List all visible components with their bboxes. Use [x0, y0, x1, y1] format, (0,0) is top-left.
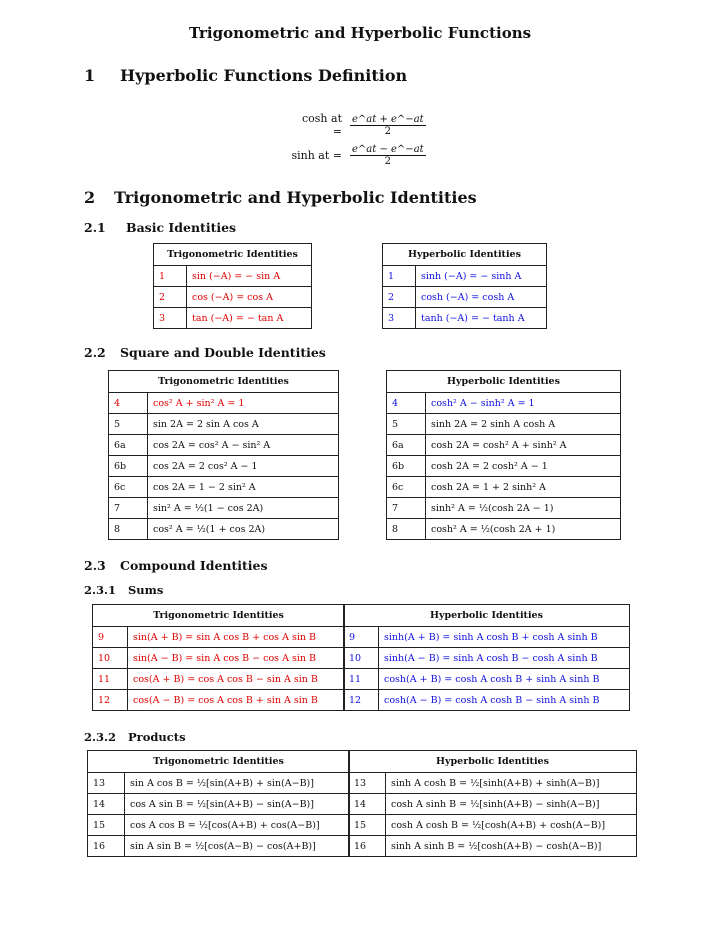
identity-row	[349, 773, 637, 794]
identity-row	[344, 669, 630, 690]
identity-number: 6a	[387, 435, 426, 456]
identity-row	[387, 414, 621, 435]
identity-row	[344, 690, 630, 711]
identity-number: 8	[109, 519, 148, 540]
square-trig-table	[108, 370, 339, 540]
identity-number: 1	[383, 266, 416, 287]
identity-formula: cosh² A = ½(cosh 2A + 1)	[426, 519, 621, 540]
identity-number: 11	[344, 669, 379, 690]
identity-formula: cosh 2A = 1 + 2 sinh² A	[426, 477, 621, 498]
identity-formula: sin A sin B = ½[cos(A−B) − cos(A+B)]	[125, 836, 350, 857]
sinh-denominator: 2	[384, 155, 392, 167]
identity-row	[344, 648, 630, 669]
identity-number: 15	[88, 815, 125, 836]
identity-formula: cos 2A = cos² A − sin² A	[148, 435, 339, 456]
basic-hyp-table	[382, 243, 547, 329]
identity-formula: sinh(A + B) = sinh A cosh B + cosh A sinh B	[379, 627, 630, 648]
identity-number: 3	[383, 308, 416, 329]
cosh-fraction	[350, 114, 426, 137]
identity-number: 5	[387, 414, 426, 435]
identity-row	[383, 266, 547, 287]
sinh-fraction	[350, 144, 426, 167]
identity-number: 12	[93, 690, 128, 711]
subsubsection-number: 2.3.1	[84, 583, 117, 597]
identity-formula: sinh (−A) = − sinh A	[416, 266, 547, 287]
identity-formula: cosh² A − sinh² A = 1	[426, 393, 621, 414]
section-title: Trigonometric and Hyperbolic Identities	[114, 188, 477, 207]
definition-equations	[290, 110, 426, 170]
subsubsection-2-3-2-heading	[84, 730, 186, 744]
sinh-numerator: e^at − e^−at	[352, 143, 424, 155]
identity-row	[349, 815, 637, 836]
identity-number: 14	[88, 794, 125, 815]
identity-row	[109, 414, 339, 435]
table-header: Trigonometric Identities	[154, 244, 312, 266]
identity-row	[349, 794, 637, 815]
identity-formula: sin(A − B) = sin A cos B − cos A sin B	[128, 648, 345, 669]
section-number: 1	[84, 66, 96, 85]
cosh-lhs: cosh at =	[302, 112, 342, 138]
basic-trig-table	[153, 243, 312, 329]
subsection-number: 2.3	[84, 558, 106, 573]
cosh-definition	[290, 110, 426, 140]
subsection-number: 2.1	[84, 220, 106, 235]
identity-row	[88, 773, 350, 794]
identity-number: 10	[93, 648, 128, 669]
identity-row	[88, 794, 350, 815]
subsection-title: Compound Identities	[120, 558, 268, 573]
products-trig-table	[87, 750, 350, 857]
subsubsection-number: 2.3.2	[84, 730, 117, 744]
sinh-definition	[290, 140, 426, 170]
identity-number: 14	[349, 794, 386, 815]
identity-formula: sinh² A = ½(cosh 2A − 1)	[426, 498, 621, 519]
identity-formula: sin(A + B) = sin A cos B + cos A sin B	[128, 627, 345, 648]
identity-row	[387, 456, 621, 477]
table-header: Hyperbolic Identities	[349, 751, 637, 773]
cosh-numerator: e^at + e^−at	[352, 113, 424, 125]
identity-formula: cos² A + sin² A = 1	[148, 393, 339, 414]
subsection-number: 2.2	[84, 345, 106, 360]
identity-number: 9	[344, 627, 379, 648]
subsection-2-2-heading	[84, 345, 326, 360]
section-1-heading	[84, 66, 407, 85]
identity-formula: cos A sin B = ½[sin(A+B) − sin(A−B)]	[125, 794, 350, 815]
table-header: Trigonometric Identities	[109, 371, 339, 393]
identity-formula: sinh A sinh B = ½[cosh(A+B) − cosh(A−B)]	[386, 836, 637, 857]
identity-number: 6c	[387, 477, 426, 498]
section-number: 2	[84, 188, 96, 207]
identity-number: 6b	[109, 456, 148, 477]
identity-formula: cosh(A + B) = cosh A cosh B + sinh A sinh B	[379, 669, 630, 690]
identity-row	[109, 393, 339, 414]
identity-row	[93, 669, 345, 690]
identity-row	[109, 519, 339, 540]
identity-formula: tan (−A) = − tan A	[187, 308, 312, 329]
identity-row	[88, 836, 350, 857]
identity-number: 16	[88, 836, 125, 857]
identity-formula: sin (−A) = − sin A	[187, 266, 312, 287]
identity-formula: cos A cos B = ½[cos(A+B) + cos(A−B)]	[125, 815, 350, 836]
identity-formula: cos(A + B) = cos A cos B − sin A sin B	[128, 669, 345, 690]
table-header: Trigonometric Identities	[88, 751, 350, 773]
identity-number: 7	[109, 498, 148, 519]
identity-row	[349, 836, 637, 857]
identity-number: 13	[349, 773, 386, 794]
sums-trig-table	[92, 604, 345, 711]
table-header: Trigonometric Identities	[93, 605, 345, 627]
identity-formula: tanh (−A) = − tanh A	[416, 308, 547, 329]
subsubsection-title: Sums	[128, 583, 164, 597]
cosh-denominator: 2	[384, 125, 392, 137]
identity-number: 2	[154, 287, 187, 308]
identity-number: 2	[383, 287, 416, 308]
table-header: Hyperbolic Identities	[383, 244, 547, 266]
identity-formula: sinh A cosh B = ½[sinh(A+B) + sinh(A−B)]	[386, 773, 637, 794]
identity-number: 7	[387, 498, 426, 519]
identity-formula: sinh(A − B) = sinh A cosh B − cosh A sinh B	[379, 648, 630, 669]
subsubsection-title: Products	[128, 730, 186, 744]
identity-formula: cos 2A = 2 cos² A − 1	[148, 456, 339, 477]
section-2-heading	[84, 188, 477, 207]
identity-formula: cos² A = ½(1 + cos 2A)	[148, 519, 339, 540]
identity-number: 1	[154, 266, 187, 287]
identity-row	[88, 815, 350, 836]
identity-row	[93, 690, 345, 711]
identity-formula: cosh (−A) = cosh A	[416, 287, 547, 308]
identity-formula: sinh 2A = 2 sinh A cosh A	[426, 414, 621, 435]
subsection-title: Basic Identities	[126, 220, 237, 235]
identity-row	[109, 477, 339, 498]
sinh-lhs: sinh at =	[291, 148, 342, 162]
identity-number: 8	[387, 519, 426, 540]
identity-row	[154, 287, 312, 308]
identity-formula: cos 2A = 1 − 2 sin² A	[148, 477, 339, 498]
table-header: Hyperbolic Identities	[387, 371, 621, 393]
identity-number: 5	[109, 414, 148, 435]
products-hyp-table	[348, 750, 637, 857]
identity-number: 9	[93, 627, 128, 648]
identity-formula: cos (−A) = cos A	[187, 287, 312, 308]
identity-number: 6b	[387, 456, 426, 477]
identity-formula: cosh(A − B) = cosh A cosh B − sinh A sinh B	[379, 690, 630, 711]
identity-row	[387, 519, 621, 540]
identity-formula: sin² A = ½(1 − cos 2A)	[148, 498, 339, 519]
identity-row	[109, 435, 339, 456]
subsection-title: Square and Double Identities	[120, 345, 326, 360]
identity-number: 4	[387, 393, 426, 414]
identity-number: 13	[88, 773, 125, 794]
identity-number: 6a	[109, 435, 148, 456]
sums-hyp-table	[343, 604, 630, 711]
identity-number: 6c	[109, 477, 148, 498]
document-title: Trigonometric and Hyperbolic Functions	[188, 24, 532, 42]
identity-number: 4	[109, 393, 148, 414]
identity-row	[154, 308, 312, 329]
identity-number: 16	[349, 836, 386, 857]
section-title: Hyperbolic Functions Definition	[120, 66, 408, 85]
identity-row	[154, 266, 312, 287]
identity-formula: cosh A cosh B = ½[cosh(A+B) + cosh(A−B)]	[386, 815, 637, 836]
square-hyp-table	[386, 370, 621, 540]
identity-number: 15	[349, 815, 386, 836]
identity-row	[387, 477, 621, 498]
identity-formula: cosh A sinh B = ½[sinh(A+B) − sinh(A−B)]	[386, 794, 637, 815]
identity-number: 12	[344, 690, 379, 711]
identity-row	[383, 287, 547, 308]
identity-row	[383, 308, 547, 329]
identity-row	[387, 498, 621, 519]
subsubsection-2-3-1-heading	[84, 583, 163, 597]
table-header: Hyperbolic Identities	[344, 605, 630, 627]
identity-row	[109, 498, 339, 519]
identity-formula: cosh 2A = 2 cosh² A − 1	[426, 456, 621, 477]
identity-formula: cos(A − B) = cos A cos B + sin A sin B	[128, 690, 345, 711]
identity-row	[109, 456, 339, 477]
identity-formula: sin A cos B = ½[sin(A+B) + sin(A−B)]	[125, 773, 350, 794]
identity-row	[93, 627, 345, 648]
identity-formula: sin 2A = 2 sin A cos A	[148, 414, 339, 435]
subsection-2-1-heading	[84, 220, 236, 235]
identity-row	[344, 627, 630, 648]
subsection-2-3-heading	[84, 558, 268, 573]
identity-row	[387, 435, 621, 456]
identity-row	[387, 393, 621, 414]
identity-number: 10	[344, 648, 379, 669]
identity-row	[93, 648, 345, 669]
identity-formula: cosh 2A = cosh² A + sinh² A	[426, 435, 621, 456]
identity-number: 3	[154, 308, 187, 329]
identity-number: 11	[93, 669, 128, 690]
